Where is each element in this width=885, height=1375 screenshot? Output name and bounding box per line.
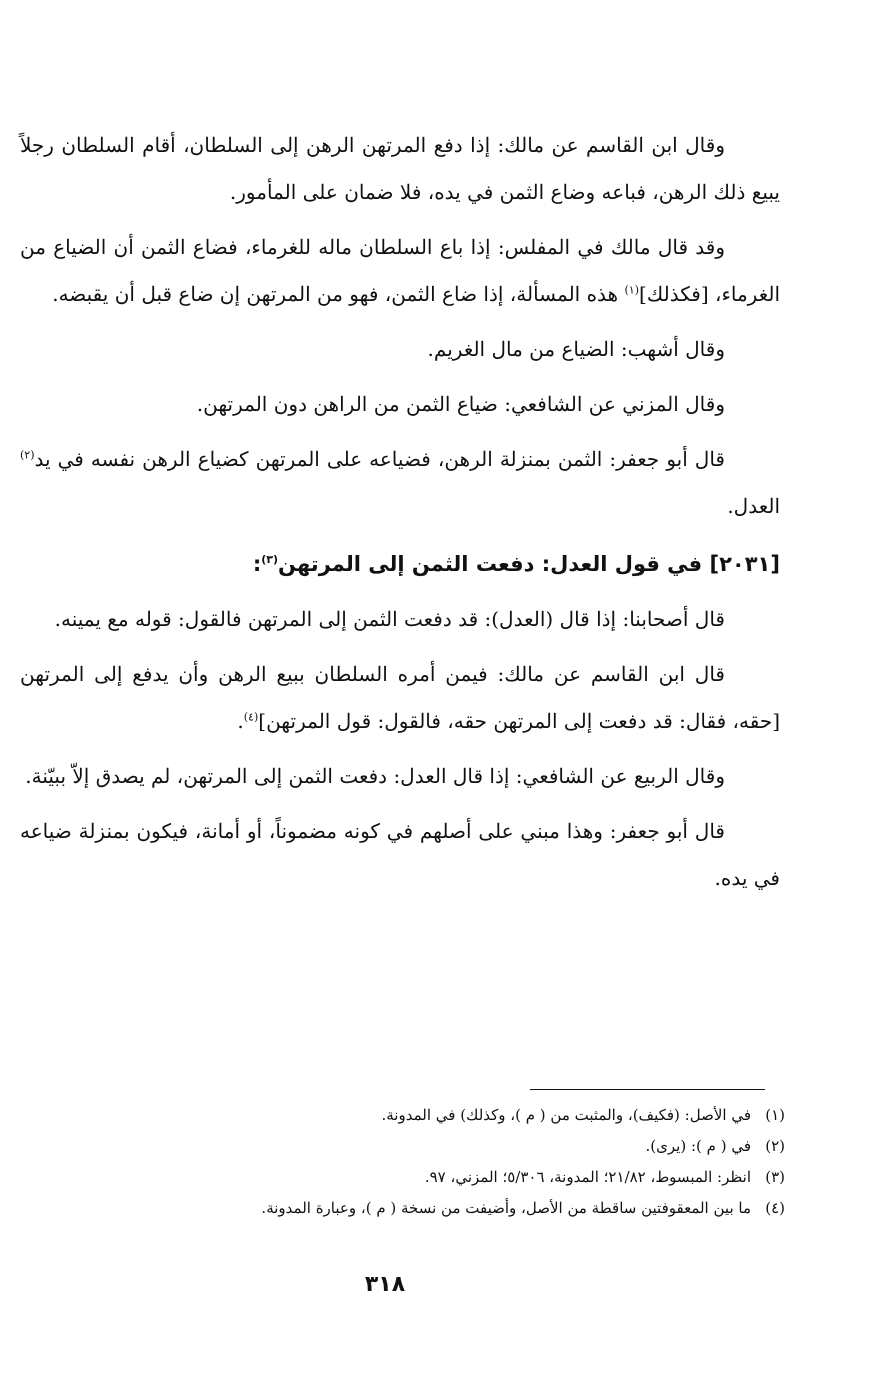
- footnote-text: في ( م ): (يرى).: [645, 1137, 751, 1155]
- paragraph-ashabuna: قال أصحابنا: إذا قال (العدل): قد دفعت الثمن إلى المرتهن فالقول: قوله مع يمينه.: [54, 607, 725, 631]
- footnote-4: [40, 1193, 785, 1224]
- paragraph-malik-muflis: وقد قال مالك في المفلس: إذا باع السلطان ماله للغرماء، فضاع الثمن أن الضياع من الغرماء، [فكذلك]$^{(١)}$ هذه المسألة، إذا ضاع الثمن، فهو من المرتهن إن ضاع قبل أن يقبضه.: [20, 235, 780, 306]
- footnote-ref-3: (٣): [261, 553, 279, 566]
- footnote-ref-2: (٢): [20, 448, 35, 462]
- footnote-2: [40, 1131, 785, 1162]
- page-body: [20, 122, 780, 910]
- footnote-divider: [530, 1089, 765, 1090]
- footnote-text: ما بين المعقوفتين ساقطة من الأصل، وأضيفت من نسخة ( م )، وعبارة المدونة.: [261, 1199, 751, 1217]
- footnote-text: في الأصل: (فكيف)، والمثبت من ( م )، وكذلك) في المدونة.: [381, 1106, 751, 1124]
- section-number: [٢٠٣١]: [709, 552, 780, 576]
- page-number: ٣١٨: [364, 1272, 406, 1297]
- section-heading: [٢٠٣١] في قول العدل: دفعت الثمن إلى المرتهن$^{(٣)}$:: [252, 552, 780, 576]
- footnotes: [40, 1100, 785, 1224]
- footnote-1: [40, 1100, 785, 1131]
- paragraph-muzani: وقال المزني عن الشافعي: ضياع الثمن من الراهن دون المرتهن.: [196, 392, 725, 416]
- paragraph-abu-jafar-1: قال أبو جعفر: الثمن بمنزلة الرهن، فضياعه على المرتهن كضياع الرهن نفسه في يد$^{(٢)}$ العدل.: [20, 447, 780, 518]
- footnote-text: انظر: المبسوط، ٢١/٨٢؛ المدونة، ٥/٣٠٦؛ المزني، ٩٧.: [424, 1168, 751, 1186]
- footnote-number: (٣): [765, 1168, 785, 1186]
- paragraph-ibn-qasim: وقال ابن القاسم عن مالك: إذا دفع المرتهن الرهن إلى السلطان، أقام السلطان رجلاً يبيع ذلك الرهن، فباعه وضاع الثمن في يده، فلا ضمان على المأمور.: [20, 133, 780, 204]
- paragraph-rabi: وقال الربيع عن الشافعي: إذا قال العدل: دفعت الثمن إلى المرتهن، لم يصدق إلاّ ببيّنة.: [25, 764, 725, 788]
- paragraph-ibn-qasim-2: قال ابن القاسم عن مالك: فيمن أمره السلطان ببيع الرهن وأن يدفع إلى المرتهن [حقه، فقال: قد دفعت إلى المرتهن حقه، فالقول: قول المرتهن]$^{(٤)}$.: [20, 662, 780, 733]
- footnote-ref-1: (١): [624, 283, 639, 297]
- footnote-number: (٢): [765, 1137, 785, 1155]
- footnote-number: (٤): [765, 1199, 785, 1217]
- paragraph-ashhab: وقال أشهب: الضياع من مال الغريم.: [427, 337, 725, 361]
- footnote-3: [40, 1162, 785, 1193]
- footnote-ref-4: (٤): [243, 710, 259, 724]
- footnote-number: (١): [765, 1106, 785, 1124]
- paragraph-abu-jafar-2: قال أبو جعفر: وهذا مبني على أصلهم في كونه مضموناً، أو أمانة، فيكون بمنزلة ضياعه في يده.: [20, 819, 780, 890]
